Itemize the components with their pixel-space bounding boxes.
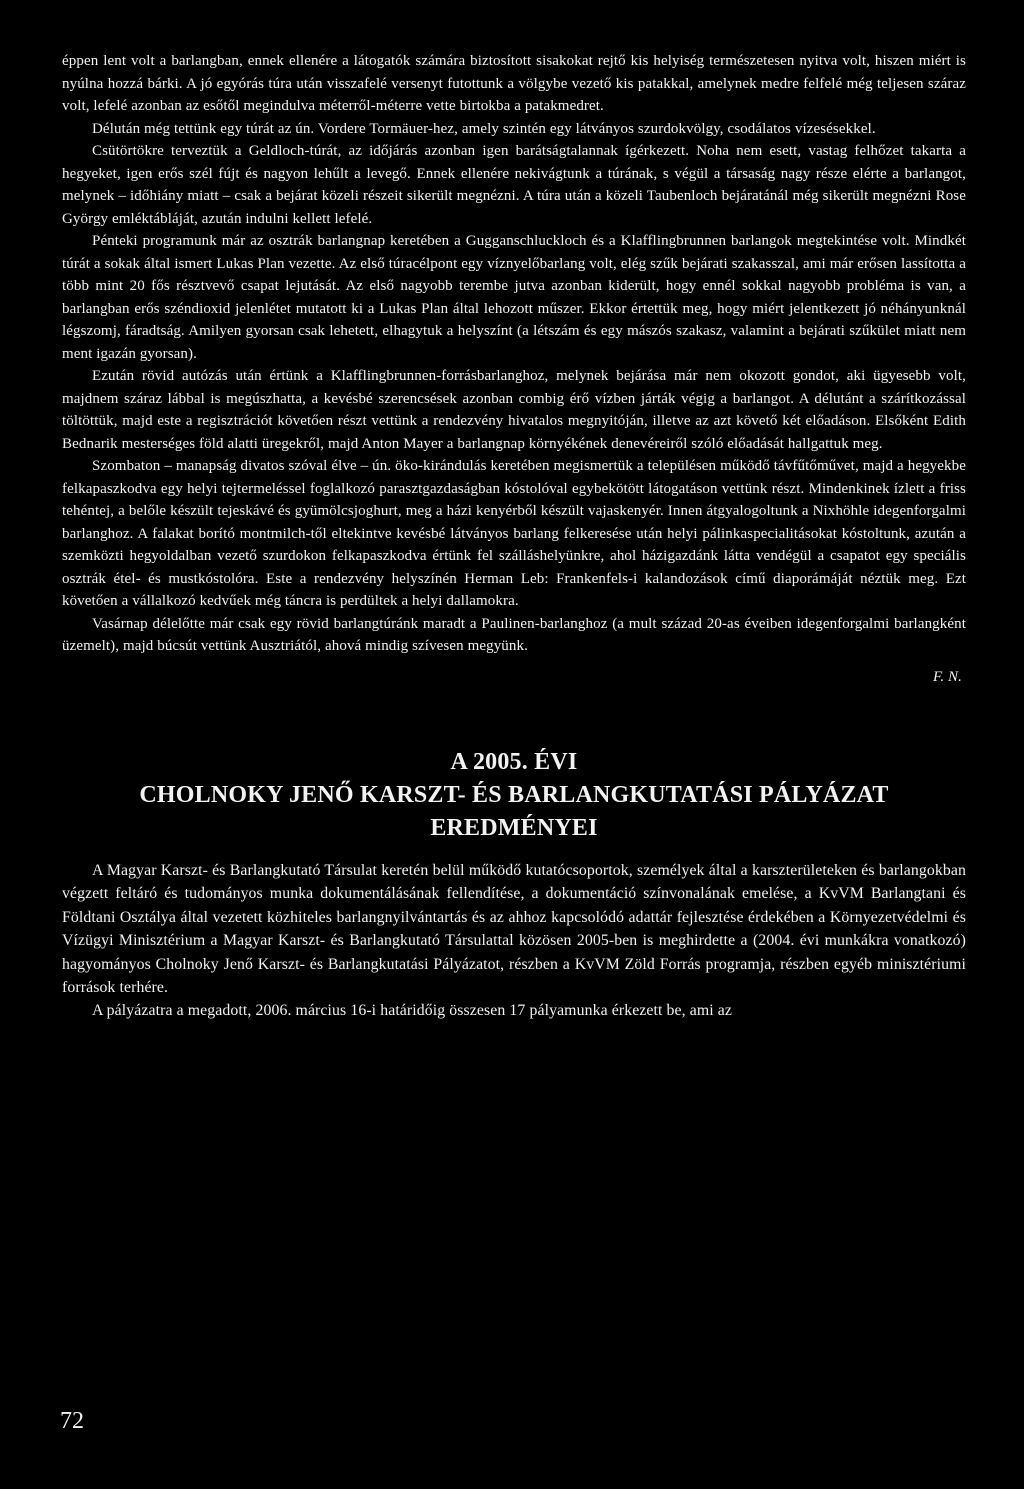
section-title-line: EREDMÉNYEI xyxy=(430,815,598,841)
page-number: 72 xyxy=(60,1408,84,1434)
article-paragraph: Vasárnap délelőtte már csak egy rövid barlangtúránk maradt a Paulinen-barlanghoz (a mult század 20-as éveiben idegenforgalmi barlangként üzemelt), majd búcsút vettünk Ausztriától, ahová mindig szívesen megyünk. xyxy=(62,615,966,654)
section-text xyxy=(62,859,966,1023)
section-title-line: CHOLNOKY JENŐ KARSZT- ÉS BARLANGKUTATÁSI PÁLYÁZAT xyxy=(139,782,889,808)
section-paragraph: A pályázatra a megadott, 2006. március 16-i határidőig összesen 17 pályamunka érkezett be, ami az xyxy=(92,1002,733,1020)
section-title-line: A 2005. ÉVI xyxy=(450,749,578,775)
article-paragraph: Ezután rövid autózás után értünk a Klafflingbrunnen-forrásbarlanghoz, melynek bejárása már nem okozott gondot, aki ügyesebb volt, majdnem száraz lábbal is megúszhatta, a kevésbé szerencsések azonban combig érő vízben járták végig a barlangot. A délutánt a szárítkozással töltöttük, majd este a regisztrációt követően részt vettünk a rendezvény hivatalos megnyitóján, illetve az azt követő két előadáson. Elsőként Edith Bednarik mesterséges föld alatti üregekről, majd Anton Mayer a barlangnap környékének denevéreiről szóló előadását hallgattuk meg. xyxy=(62,368,966,452)
article-paragraph: éppen lent volt a barlangban, ennek ellenére a látogatók számára biztosított sisakokat rejtő kis helyiség természetesen nyitva volt, hiszen miért is nyúlna hozzá bárki. A jó egyórás túra után visszafelé versenyt futottunk a völgybe vezető kis patakkal, amelynek medre felfelé még teljesen száraz volt, lefelé azonban az esőtől megindulva méterről-méterre vette birtokba a patakmedret. xyxy=(62,53,966,114)
article-paragraph: Pénteki programunk már az osztrák barlangnap keretében a Gugganschluckloch és a Klafflingbrunnen barlangok megtekintése volt. Mindkét túrát a sokak által ismert Lukas Plan vezette. Az első túracélpont egy víznyelőbarlang volt, elég szűk bejárati szakasszal, ami már erősen lassította a több mint 20 fős résztvevő csapat lejutását. Az első nagyobb terembe jutva azonban kiderült, hogy ennél sokkal nagyobb probléma is van, a barlangban erős széndioxid jelenlétet mutatott ki a Lukas Plan által lehozott műszer. Ekkor értettük meg, hogy miért jelentkezett jó néhányunknál légszomj, fáradtság. Amilyen gyorsan csak lehetett, elhagytuk a helyszínt (a létszám és egy mászós szakasz, valamint a bejárati szűkület miatt nem ment igazán gyorsan). xyxy=(62,233,966,362)
author-signature: F. N. xyxy=(933,668,962,685)
article-paragraph: Csütörtökre terveztük a Geldloch-túrát, az időjárás azonban igen barátságtalannak ígérkezett. Noha nem esett, vastag felhőzet takarta a hegyeket, igen erős szél fújt és nagyon lehűlt a levegő. Ennek ellenére nekivágtunk a túrának, s végül a társaság nagy része elérte a barlangot, melynek – időhiány miatt – csak a bejárat közeli részeit sikerült megnézni. A túra után a közeli Taubenloch bejáratánál még sikerült megnézni Rose György emléktábláját, azután indulni kellett lefelé. xyxy=(62,143,966,227)
article-paragraph: Délután még tettünk egy túrát az ún. Vordere Tormäuer-hez, amely szintén egy látványos szurdokvölgy, csodálatos vízesésekkel. xyxy=(92,120,876,137)
section-heading xyxy=(62,746,966,845)
article-paragraph: Szombaton – manapság divatos szóval élve – ún. öko-kirándulás keretében megismertük a településen működő távfűtőművet, majd a hegyekbe felkapaszkodva egy helyi tejtermeléssel foglalkozó parasztgazdaságban kóstolóval egybekötött látogatáson vettünk részt. Mindenkinek ízlett a friss tehéntej, a belőle készült tejeskávé és gyümölcsjoghurt, meg a házi kenyérből készült vajaskenyér. Innen átgyalogoltunk a Nixhöhle idegenforgalmi barlanghoz. A falakat borító montmilch-től eltekintve kevésbé látványos barlang felkeresése után helyi pálinkaspecialitásokat kóstoltunk, azután a szemközti hegyoldalban vezető szurdokon felkapaszkodva értünk fel szálláshelyünkre, ahol házigazdánk látta vendégül a csapatot egy speciális osztrák étel- és mustkóstolóra. Este a rendezvény helyszínén Herman Leb: Frankenfels-i kalandozások című diaporámáját néztük meg. Ezt követően a vállalkozó kedvűek még táncra is perdültek a helyi dallamokra. xyxy=(62,458,966,609)
section-paragraph: A Magyar Karszt- és Barlangkutató Társulat keretén belül működő kutatócsoportok, személyek által a karszterületeken és barlangokban végzett feltáró és tudományos munka dokumentálásának fellendítése, a dokumentáció színvonalának emelése, a KvVM Barlangtani és Földtani Osztálya által vezetett közhiteles barlangnyilvántartás és az ahhoz kapcsolódó adattár fejlesztése érdekében a Környezetvédelmi és Vízügyi Minisztérium a Magyar Karszt- és Barlangkutató Társulattal közösen 2005-ben is meghirdette a (2004. évi munkákra vonatkozó) hagyományos Cholnoky Jenő Karszt- és Barlangkutatási Pályázatot, részben a KvVM Zöld Forrás programja, részben egyéb minisztériumi források terhére. xyxy=(62,862,966,997)
article-text xyxy=(62,50,966,658)
page-body xyxy=(62,50,966,1023)
